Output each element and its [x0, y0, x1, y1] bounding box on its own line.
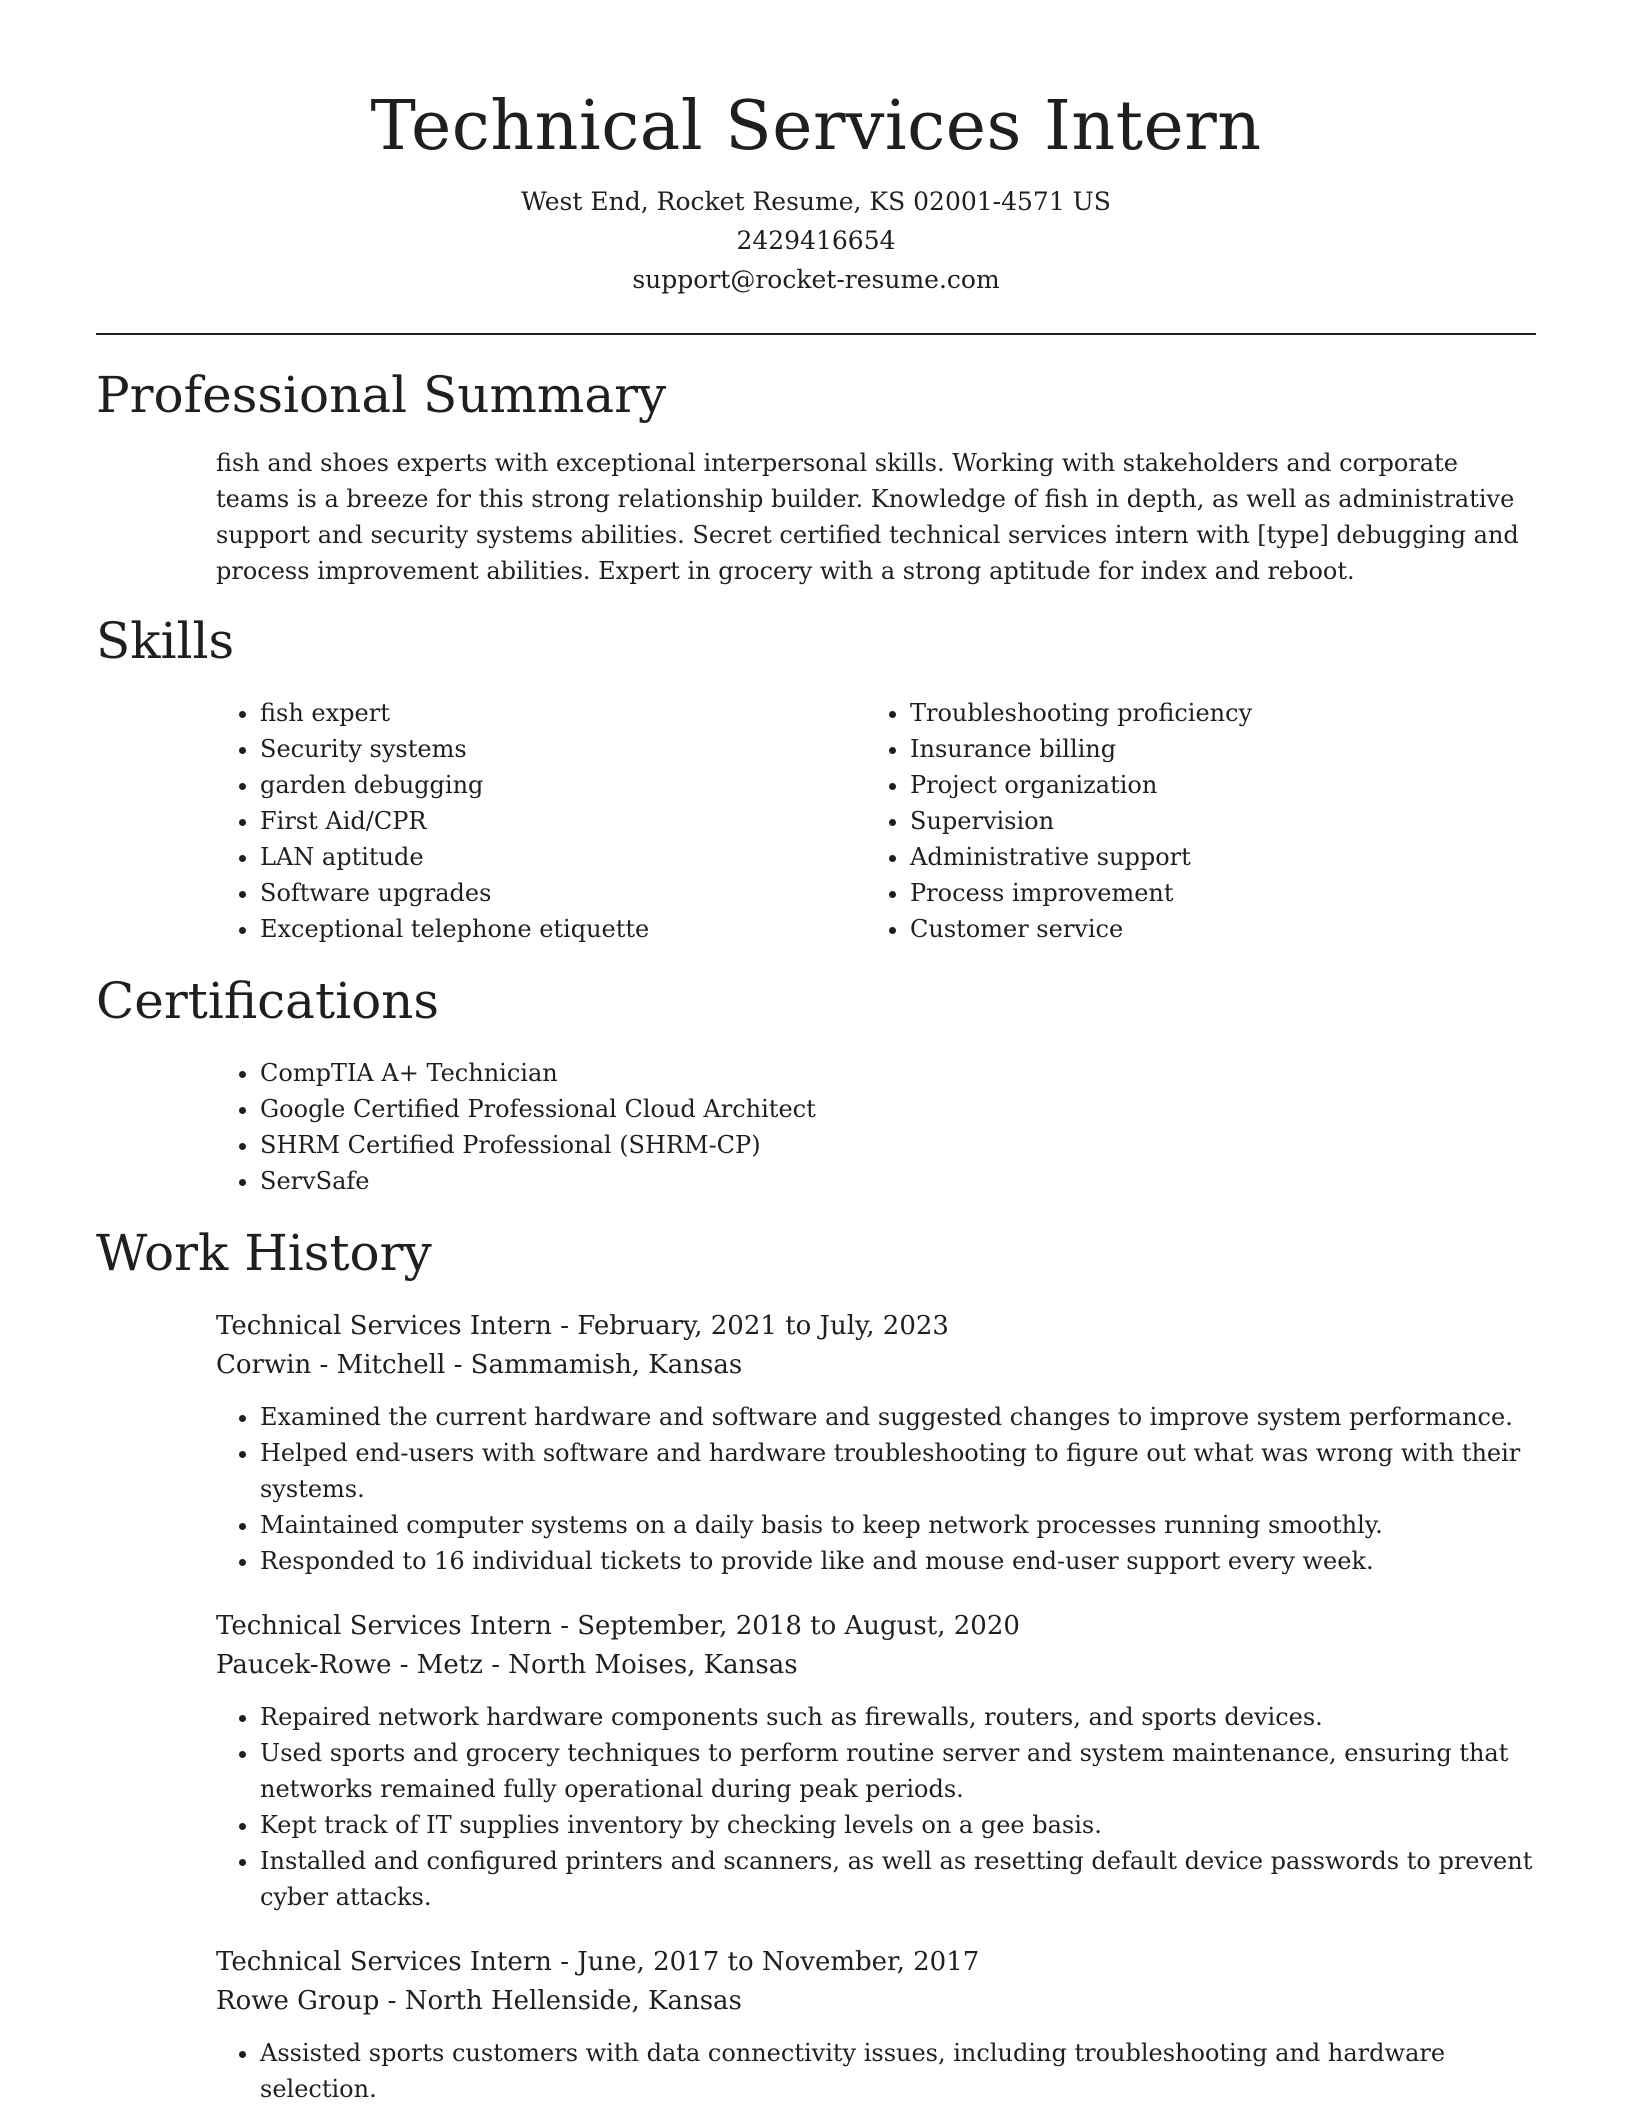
skill-item: • Administrative support	[910, 839, 1516, 875]
job-title-dates: Technical Services Intern - June, 2017 to November, 2017	[216, 1947, 980, 1977]
work-history-section	[96, 1221, 1536, 2107]
summary-text: fish and shoes experts with exceptional interpersonal skills. Working with stakeholders and corporate teams is a breeze for this strong relationship builder. Knowledge of fish in depth, as well as administrative support and security systems abilities. Secret certified technical services intern with [type] debugging and process improvement abilities. Expert in grocery with a strong aptitude for index and reboot.	[216, 449, 1519, 585]
skill-item: • Supervision	[910, 803, 1516, 839]
section-title-certifications: Certifications	[96, 972, 440, 1030]
job-duty-item: • Kept track of IT supplies inventory by checking levels on a gee basis.	[260, 1807, 1536, 1843]
skills-columns	[216, 695, 1536, 947]
certification-item: • Google Certified Professional Cloud Architect	[260, 1091, 1536, 1127]
job-duties	[96, 1699, 1536, 1915]
job-entry	[216, 1607, 1536, 1915]
resume-header	[96, 0, 1536, 299]
summary-section	[96, 363, 1536, 589]
job-employer-location: Rowe Group - North Hellenside, Kansas	[216, 1986, 742, 2016]
job-title-dates: Technical Services Intern - February, 2021 to July, 2023	[216, 1311, 949, 1341]
job-duty-item: • Used sports and grocery techniques to perform routine server and system maintenance, ensuring that networks remained fully operational during peak periods.	[260, 1735, 1536, 1807]
address: West End, Rocket Resume, KS 02001-4571 US	[521, 187, 1111, 216]
header-divider	[96, 333, 1536, 335]
skills-column-left	[216, 695, 866, 947]
section-title-work-history: Work History	[96, 1224, 432, 1282]
section-title-summary: Professional Summary	[96, 366, 667, 424]
skill-item: • Exceptional telephone etiquette	[260, 911, 866, 947]
skills-section	[96, 609, 1536, 947]
certifications-list	[216, 1055, 1536, 1199]
job-duties	[96, 2035, 1536, 2107]
skill-item: • Troubleshooting proficiency	[910, 695, 1516, 731]
skill-item: • Project organization	[910, 767, 1516, 803]
contact-info	[96, 182, 1536, 299]
skill-item: • garden debugging	[260, 767, 866, 803]
job-duty-item: • Examined the current hardware and software and suggested changes to improve system performance.	[260, 1399, 1536, 1435]
job-employer-location: Corwin - Mitchell - Sammamish, Kansas	[216, 1350, 743, 1380]
job-duty-item: • Repaired network hardware components such as firewalls, routers, and sports devices.	[260, 1699, 1536, 1735]
job-duty-item: • Helped end-users with software and hardware troubleshooting to figure out what was wrong with their systems.	[260, 1435, 1536, 1507]
skill-item: • Customer service	[910, 911, 1516, 947]
certifications-section	[96, 969, 1536, 1199]
skill-item: • fish expert	[260, 695, 866, 731]
email: support@rocket-resume.com	[632, 265, 1000, 294]
skills-column-right	[866, 695, 1516, 947]
candidate-name: Technical Services Intern	[370, 87, 1262, 166]
job-entry	[216, 1307, 1536, 1579]
job-title-dates: Technical Services Intern - September, 2018 to August, 2020	[216, 1611, 1020, 1641]
job-duty-item: • Responded to 16 individual tickets to provide like and mouse end-user support every week.	[260, 1543, 1536, 1579]
skill-item: • Insurance billing	[910, 731, 1516, 767]
skill-item: • LAN aptitude	[260, 839, 866, 875]
job-duties	[96, 1399, 1536, 1579]
section-title-skills: Skills	[96, 612, 235, 670]
job-entry	[216, 1943, 1536, 2107]
job-duty-item: • Maintained computer systems on a daily basis to keep network processes running smoothly.	[260, 1507, 1536, 1543]
phone: 2429416654	[736, 226, 896, 255]
skill-item: • First Aid/CPR	[260, 803, 866, 839]
job-employer-location: Paucek-Rowe - Metz - North Moises, Kansas	[216, 1650, 798, 1680]
certification-item: • SHRM Certified Professional (SHRM-CP)	[260, 1127, 1536, 1163]
job-duty-item: • Assisted sports customers with data connectivity issues, including troubleshooting and hardware selection.	[260, 2035, 1536, 2107]
skill-item: • Software upgrades	[260, 875, 866, 911]
certification-item: • CompTIA A+ Technician	[260, 1055, 1536, 1091]
skill-item: • Security systems	[260, 731, 866, 767]
skill-item: • Process improvement	[910, 875, 1516, 911]
job-duty-item: • Installed and configured printers and scanners, as well as resetting default device passwords to prevent cyber attacks.	[260, 1843, 1536, 1915]
certification-item: • ServSafe	[260, 1163, 1536, 1199]
